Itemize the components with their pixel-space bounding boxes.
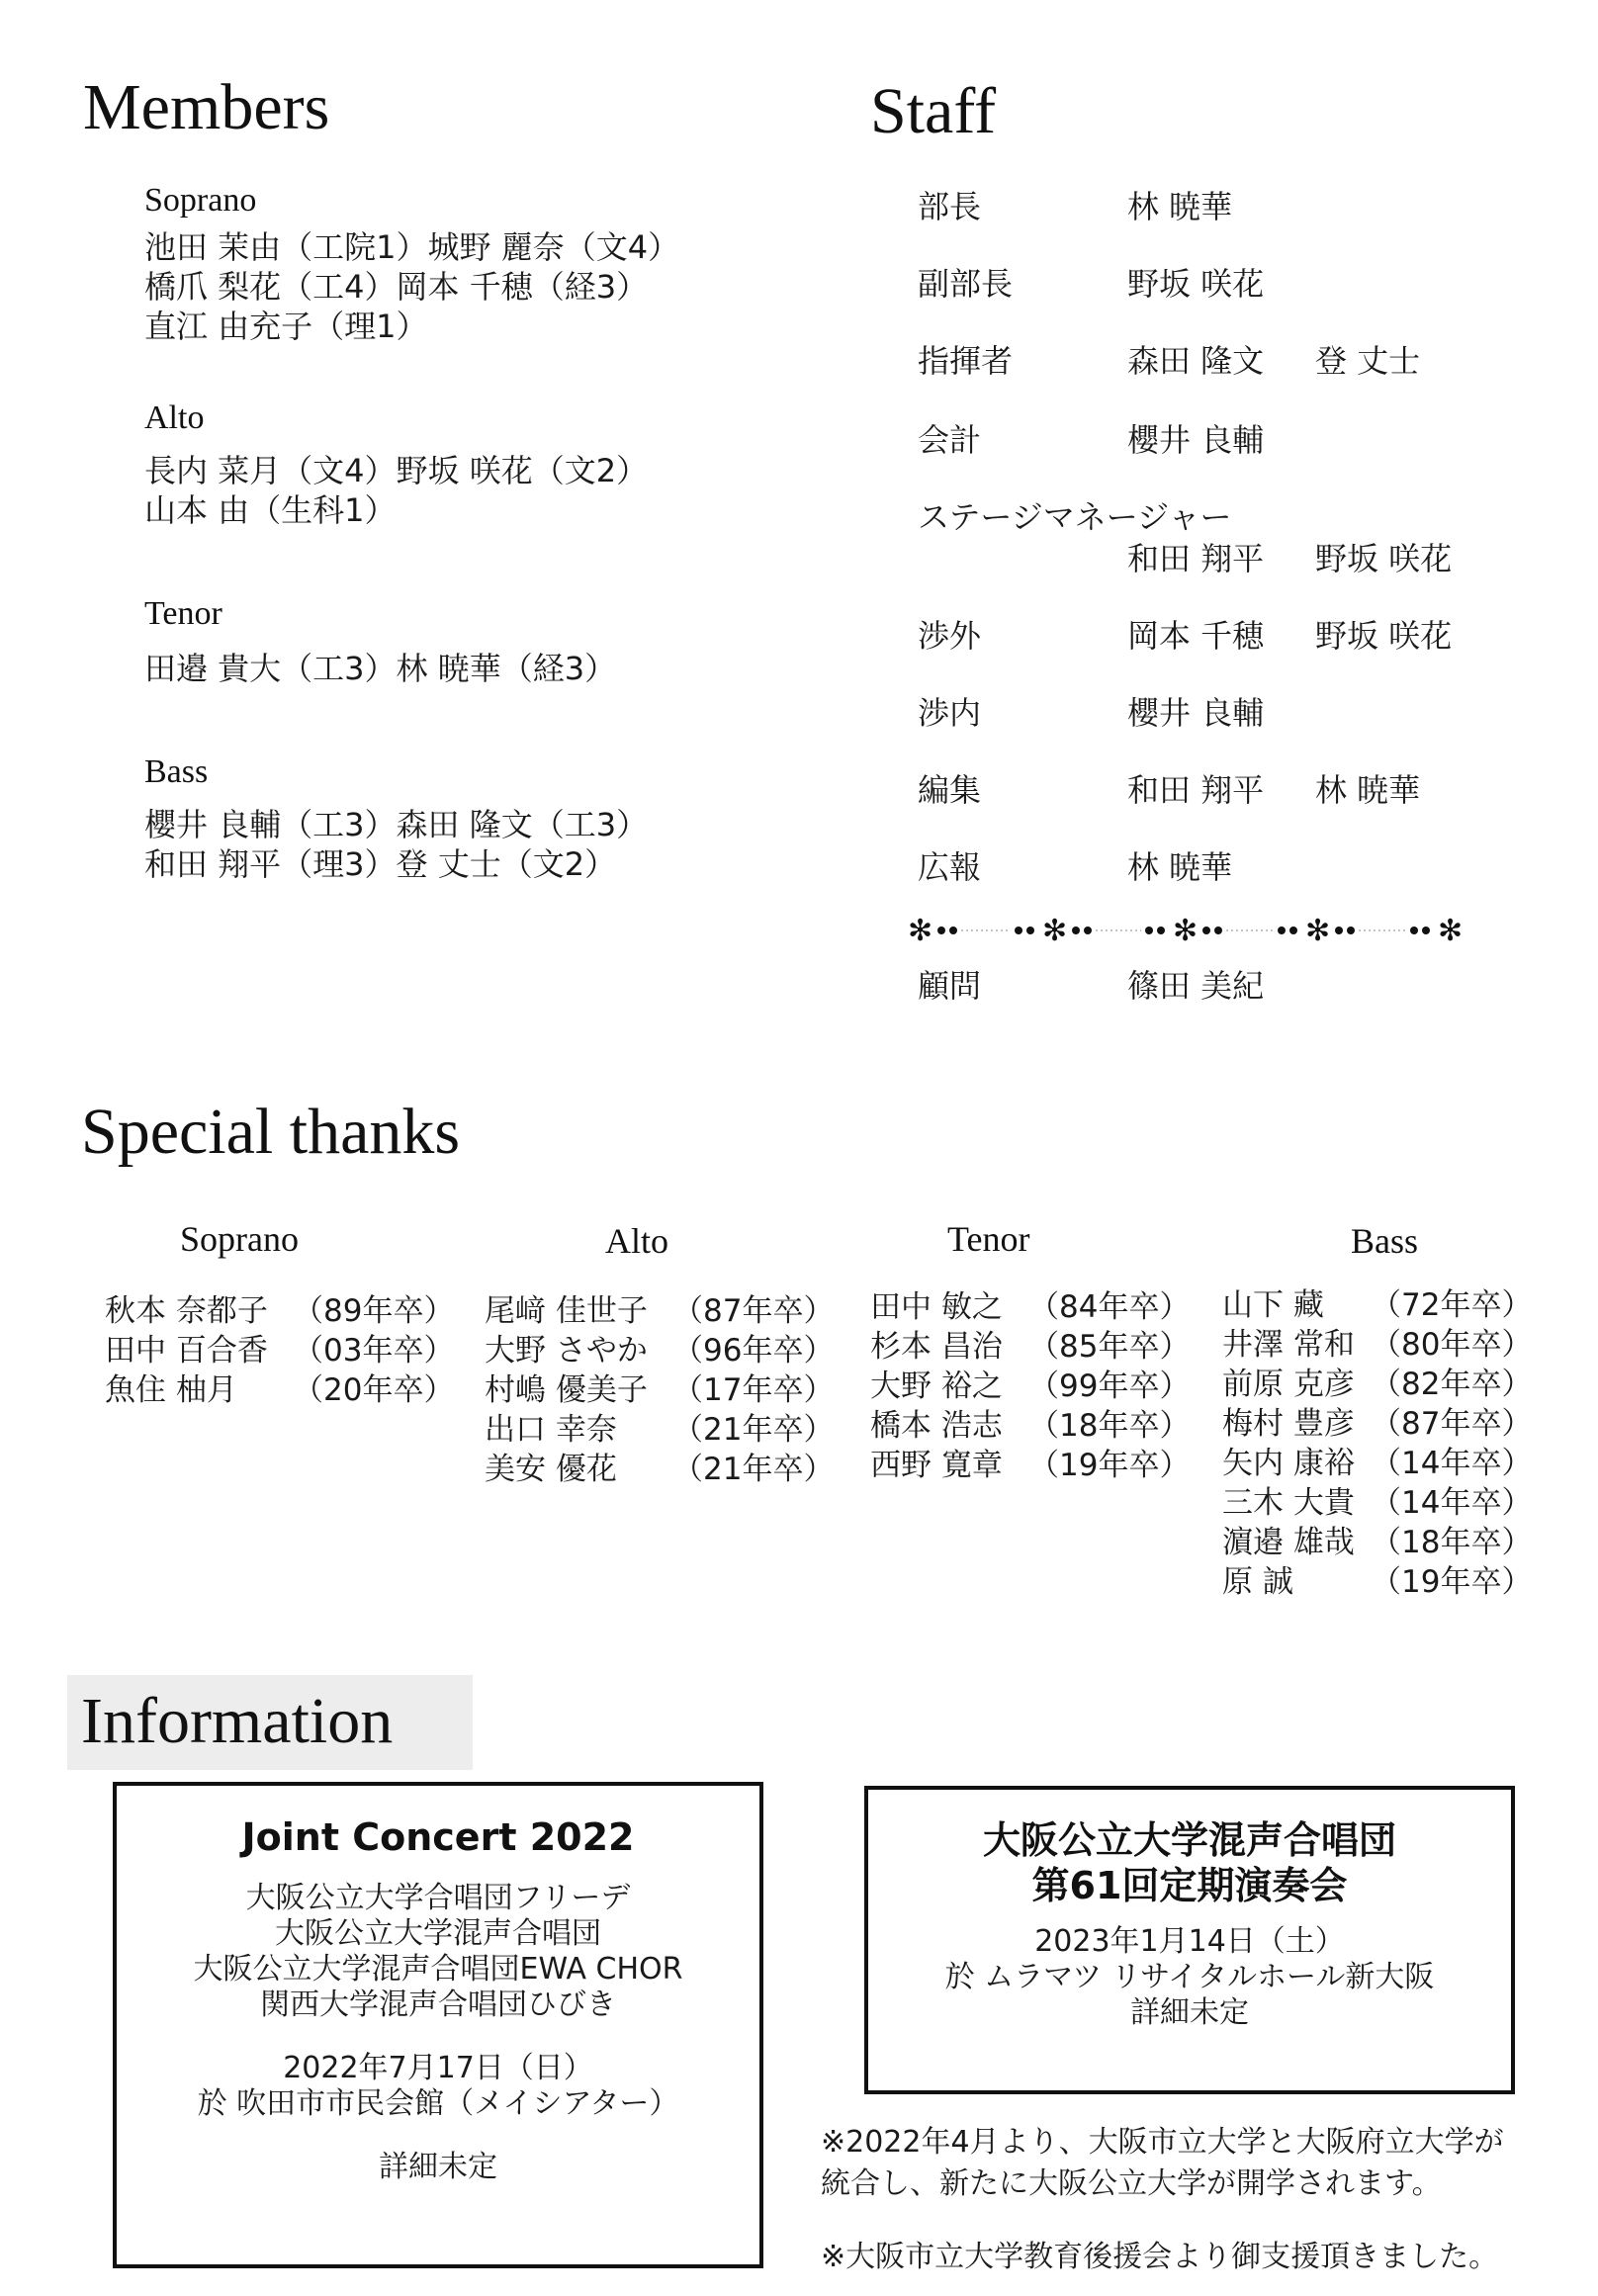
regular-concert-title: 大阪公立大学混声合唱団 — [982, 1818, 1396, 1862]
members-part-alto: Alto — [144, 399, 205, 436]
joint-group: 関西大学混声合唱団ひびき — [260, 1987, 616, 2022]
note-line: ※大阪市立大学教育後援会より御支援頂きました。 — [821, 2240, 1499, 2274]
members-part-tenor: Tenor — [144, 595, 222, 632]
regular-detail: 詳細未定 — [1130, 1995, 1249, 2030]
regular-venue: 於 ムラマツ リサイタルホール新大阪 — [944, 1960, 1435, 1994]
list-item: 大野 裕之 （99年卒） — [870, 1369, 1191, 1404]
staff-name: 登 丈士 — [1315, 342, 1421, 380]
members-part-soprano: Soprano — [144, 182, 257, 219]
staff-name: 和田 翔平 — [1127, 771, 1265, 809]
list-item: 前原 克彦 （82年卒） — [1222, 1367, 1533, 1402]
members-heading: Members — [83, 71, 330, 143]
list-item: 長内 菜月（文4）野坂 咲花（文2） — [144, 452, 649, 489]
thanks-alto-list — [485, 1291, 834, 1489]
thanks-part-soprano: Soprano — [180, 1219, 299, 1259]
list-item: 田中 敏之 （84年卒） — [870, 1289, 1191, 1325]
staff-role: 指揮者 — [918, 342, 1014, 380]
list-item: 田邉 貴大（工3）林 暁華（経3） — [144, 650, 617, 687]
staff-name: 篠田 美紀 — [1127, 967, 1265, 1005]
members-alto-list — [144, 451, 648, 530]
list-item: 山下 藏 （72年卒） — [1222, 1287, 1533, 1323]
list-item: 三木 大貴 （14年卒） — [1222, 1485, 1533, 1521]
regular-date: 2023年1月14日（土） — [1034, 1924, 1345, 1959]
staff-heading: Staff — [870, 75, 997, 147]
joint-group: 大阪公立大学混声合唱団 — [275, 1916, 601, 1951]
thanks-part-bass: Bass — [1351, 1221, 1419, 1261]
list-item: 美安 優花 （21年卒） — [485, 1452, 835, 1487]
asterisk-icon: ✻ — [1305, 914, 1331, 947]
list-item: 出口 幸奈 （21年卒） — [485, 1412, 835, 1448]
members-tenor-list — [144, 649, 616, 688]
list-item: 橋本 浩志 （18年卒） — [870, 1408, 1191, 1444]
information-heading: Information — [81, 1685, 394, 1757]
joint-group: 大阪公立大学合唱団フリーデ — [245, 1881, 631, 1915]
staff-name: 野坂 咲花 — [1315, 617, 1453, 655]
thanks-bass-list — [1222, 1285, 1532, 1602]
joint-venue: 於 吹田市市民会館（メイシアター） — [197, 2086, 679, 2121]
list-item: 秋本 奈都子 （89年卒） — [105, 1293, 455, 1329]
joint-date: 2022年7月17日（日） — [283, 2051, 593, 2085]
asterisk-icon: ✻ — [1173, 914, 1198, 947]
thanks-part-alto: Alto — [605, 1221, 669, 1261]
regular-concert-box — [864, 1786, 1515, 2094]
list-item: 原 誠 （19年卒） — [1222, 1564, 1533, 1600]
staff-name: 野坂 咲花 — [1315, 540, 1453, 577]
asterisk-icon: ✻ — [1042, 914, 1068, 947]
staff-name: 櫻井 良輔 — [1127, 694, 1265, 732]
staff-name: 野坂 咲花 — [1127, 265, 1265, 303]
list-item: 井澤 常和 （80年卒） — [1222, 1327, 1533, 1363]
list-item: 山本 由（生科1） — [144, 491, 397, 529]
members-soprano-list — [144, 227, 679, 346]
note-line: ※2022年4月より、大阪市立大学と大阪府立大学が — [821, 2125, 1504, 2160]
staff-role: ステージマネージャー — [918, 498, 1232, 536]
thanks-part-tenor: Tenor — [947, 1219, 1030, 1259]
asterisk-icon: ✻ — [1438, 914, 1464, 947]
note-line: 統合し、新たに大阪公立大学が開学されます。 — [821, 2166, 1442, 2201]
list-item: 梅村 豊彦 （87年卒） — [1222, 1406, 1533, 1442]
members-part-bass: Bass — [144, 753, 209, 790]
staff-role: 会計 — [918, 421, 982, 459]
asterisk-icon: ✻ — [908, 914, 933, 947]
staff-role: 渉外 — [918, 617, 982, 655]
staff-name: 森田 隆文 — [1127, 342, 1265, 380]
joint-detail: 詳細未定 — [379, 2150, 497, 2184]
thanks-tenor-list — [870, 1287, 1190, 1485]
list-item: 直江 由充子（理1） — [144, 308, 428, 345]
regular-concert-subtitle: 第61回定期演奏会 — [1031, 1864, 1348, 1907]
list-item: 村嶋 優美子 （17年卒） — [485, 1372, 835, 1408]
list-item: 和田 翔平（理3）登 丈士（文2） — [144, 845, 617, 883]
thanks-soprano-list — [105, 1291, 454, 1410]
staff-role: 広報 — [918, 848, 982, 886]
list-item: 杉本 昌治 （85年卒） — [870, 1329, 1191, 1365]
staff-name: 林 暁華 — [1127, 848, 1233, 886]
staff-role: 渉内 — [918, 694, 982, 732]
joint-concert-box — [113, 1782, 763, 2268]
list-item: 橋爪 梨花（工4）岡本 千穂（経3） — [144, 268, 649, 306]
staff-name: 林 暁華 — [1127, 188, 1233, 225]
list-item: 西野 寛章 （19年卒） — [870, 1448, 1191, 1483]
list-item: 魚住 柚月 （20年卒） — [105, 1372, 455, 1408]
members-bass-list — [144, 805, 648, 884]
joint-group: 大阪公立大学混声合唱団EWA CHOR — [193, 1952, 683, 1987]
staff-role: 顧問 — [918, 967, 982, 1005]
staff-name: 林 暁華 — [1315, 771, 1421, 809]
list-item: 矢内 康裕 （14年卒） — [1222, 1446, 1533, 1481]
list-item: 櫻井 良輔（工3）森田 隆文（工3） — [144, 806, 649, 843]
staff-role: 部長 — [918, 188, 982, 225]
list-item: 濵邉 雄哉 （18年卒） — [1222, 1525, 1533, 1560]
staff-name: 岡本 千穂 — [1127, 617, 1265, 655]
list-item: 尾﨑 佳世子 （87年卒） — [485, 1293, 835, 1329]
ornament-divider — [908, 914, 1464, 947]
staff-role: 編集 — [918, 771, 982, 809]
list-item: 池田 茉由（工院1）城野 麗奈（文4） — [144, 228, 680, 266]
staff-role: 副部長 — [918, 265, 1014, 303]
staff-name: 和田 翔平 — [1127, 540, 1265, 577]
staff-name: 櫻井 良輔 — [1127, 421, 1265, 459]
special-thanks-heading: Special thanks — [81, 1096, 461, 1168]
joint-concert-title: Joint Concert 2022 — [241, 1815, 635, 1859]
list-item: 大野 さやか （96年卒） — [485, 1333, 835, 1369]
list-item: 田中 百合香 （03年卒） — [105, 1333, 455, 1369]
